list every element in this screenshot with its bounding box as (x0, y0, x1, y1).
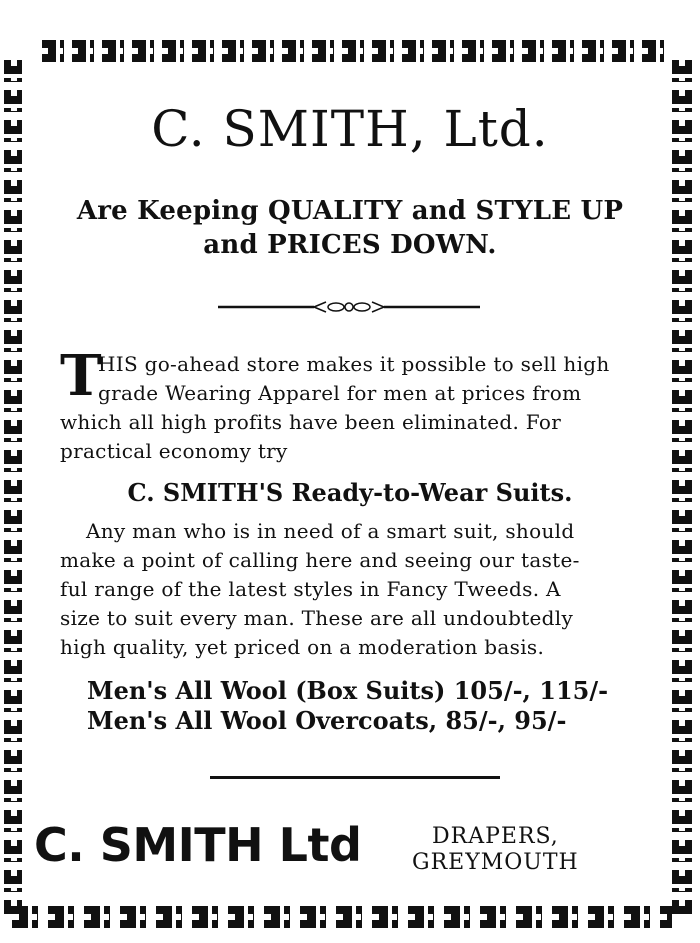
suits-subheading: C. SMITH'S Ready-to-Wear Suits. (127, 478, 573, 507)
body-line-4: practical economy try (60, 439, 288, 463)
footer-address (412, 824, 612, 876)
headline-line-2: and PRICES DOWN. (203, 230, 497, 260)
body-drop-cap: T (60, 343, 102, 409)
advert-title: C. SMITH, Ltd. (151, 100, 549, 158)
suit-line-4: size to suit every man. These are all undoubtedly (60, 606, 574, 630)
suit-line-1: Any man who is in need of a smart suit, should (86, 519, 575, 543)
price-line-overcoats: Men's All Wool Overcoats, 85/-, 95/- (87, 706, 567, 735)
footer-town: GREYMOUTH (412, 850, 579, 875)
price-line-suits: Men's All Wool (Box Suits) 105/-, 115/- (87, 676, 609, 705)
suit-line-3: ful range of the latest styles in Fancy Tweeds. A (60, 577, 561, 601)
suit-line-5: high quality, yet priced on a moderation basis. (60, 635, 545, 659)
body-line-3: which all high profits have been eliminated. For (60, 410, 562, 434)
footer-store-name: C. SMITH Ltd (34, 818, 362, 872)
decorative-border-bottom (12, 906, 672, 928)
footer-rule (210, 776, 500, 779)
decorative-border-top (42, 40, 668, 62)
headline-line-1: Are Keeping QUALITY and STYLE UP (76, 196, 624, 226)
suit-line-2: make a point of calling here and seeing our taste- (60, 548, 580, 572)
footer-trade: DRAPERS, (432, 824, 559, 849)
ornament-divider (218, 296, 480, 318)
body-line-1: HIS go-ahead store makes it possible to sell high (98, 352, 610, 376)
body-line-2: grade Wearing Apparel for men at prices from (98, 381, 582, 405)
